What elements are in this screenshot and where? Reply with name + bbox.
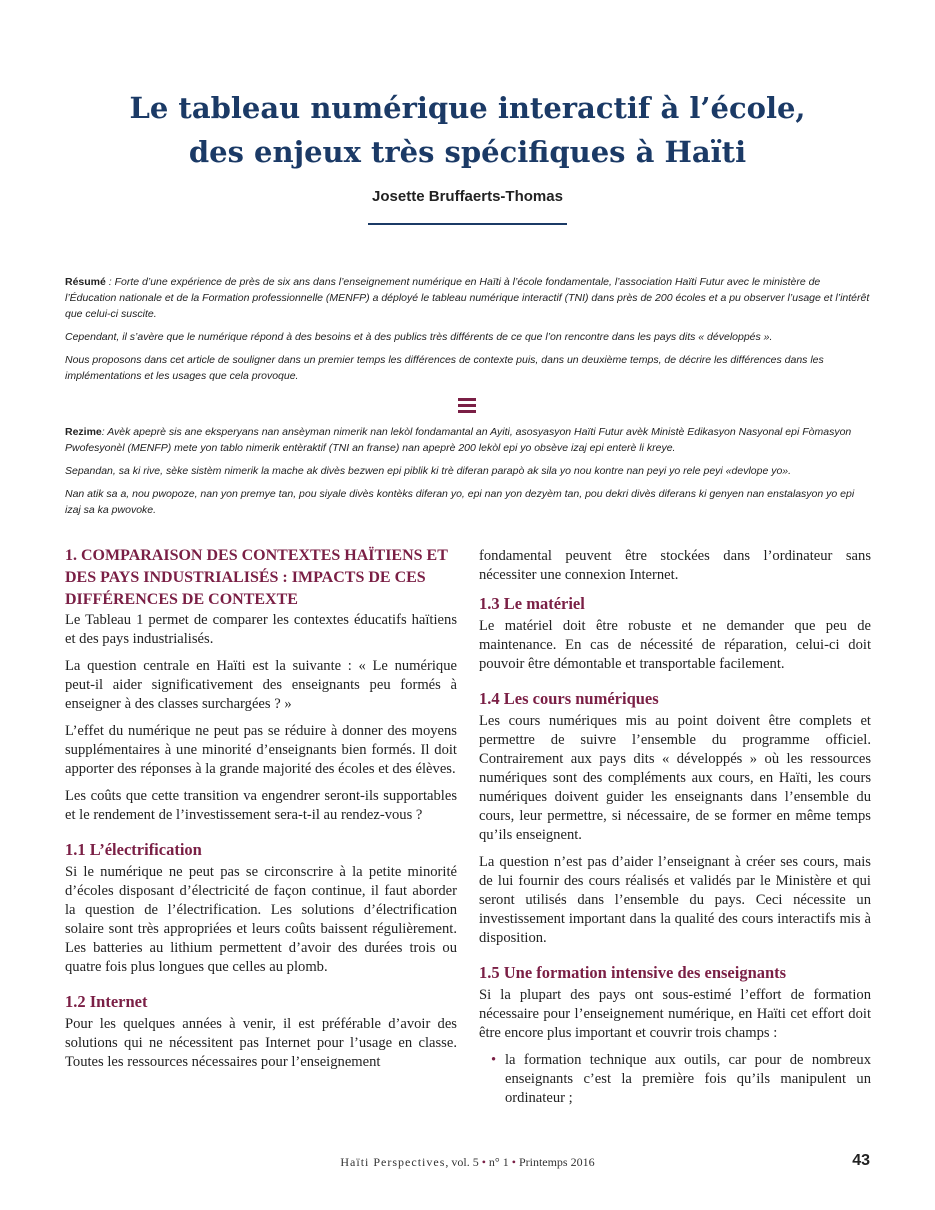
abstract-fr-paragraph-3: Nous proposons dans cet article de souligner dans un premier temps les différences de contexte puis, dans un deuxième temps, de décrire les différences dans les implémentations et les usages que cela provoque. [65,354,824,382]
subsection-heading-1-3: 1.3 Le matériel [479,594,585,613]
left-column [65,545,457,1080]
abstract-kr-paragraph-2: Sepandan, sa ki rive, sèke sistèm nimerik la mache ak divès bezwen epi piblik ki trè diferan parapò ak sila yo nou kontre nan peyi yo rele peyi «devlope yo». [65,465,792,477]
training-list [479,1051,871,1108]
left-paragraph-4: Les coûts que cette transition va engendrer seront-ils supportables et le rendement de l’investissement sera-t-il au rendez-vous ? [65,788,457,823]
author-divider [368,223,567,225]
abstract-fr-label: Résumé [65,276,106,288]
abstract-kr-paragraph-1 [65,424,870,456]
footer-dot-1: • [481,1155,486,1169]
right-paragraph-1: fondamental peuvent être stockées dans l’ordinateur sans nécessiter une connexion Internet. [479,548,871,583]
abstract-fr-paragraph-2: Cependant, il s’avère que le numérique répond à des besoins et à des publics très différents de ce que l’on rencontre dans les pays dits « développés ». [65,331,773,343]
page-footer [0,1155,935,1170]
bullet-icon: • [491,1052,497,1068]
article-title [60,86,875,174]
subsection-heading-1-5: 1.5 Une formation intensive des enseignants [479,963,787,982]
abstract-kr-text-1: : Avèk apeprè sis ane eksperyans nan ansèyman nimerik nan lekòl fondamantal an Ayiti, asosyasyon Haïti Futur avèk Ministè Edikasyon Nasyonal epi Fòmasyon Pwofesyonèl (MENFP) mete yon tablo nimerik entèraktif (TNI an franse) nan apeprè 200 lekòl epi yo obsève izaj epi enterè li kreye. [65,426,852,454]
subsection-heading-1-4: 1.4 Les cours numériques [479,689,659,708]
title-line-2: des enjeux très spécifiques à Haïti [188,135,747,169]
right-paragraph-4: La question n’est pas d’aider l’enseignant à créer ses cours, mais de lui fournir des cours réalisés et validés par le Ministère et qui seront utilisés dans l’ensemble du pays. Ceci nécessite un investissement important dans la qualité des cours interactifs mis à disposition. [479,854,871,946]
title-line-1: Le tableau numérique interactif à l’école, [129,91,806,125]
left-paragraph-2: La question centrale en Haïti est la suivante : « Le numérique peut-il aider significativement des enseignants peu formés à enseigner à des classes surchargées ? » [65,658,457,712]
section-separator-icon [458,398,476,414]
right-paragraph-5: Si la plupart des pays ont sous-estimé l’effort de formation nécessaire pour l’enseignement numérique, en Haïti cet effort doit être encore plus important et couvrir trois champs : [479,987,871,1041]
abstract-french [65,274,870,391]
left-paragraph-1: Le Tableau 1 permet de comparer les contextes éducatifs haïtiens et des pays industrialisés. [65,612,457,647]
left-paragraph-6: Pour les quelques années à venir, il est préférable d’avoir des solutions qui ne nécessitent pas Internet pour l’usage en classe. Toutes les ressources nécessaires pour l’enseignement [65,1016,457,1070]
journal-issue: n° 1 [485,1155,512,1169]
abstract-kr-label: Rezime [65,426,102,438]
left-paragraph-5: Si le numérique ne peut pas se circonscrire à la petite minorité d’écoles disposant d’électricité de façon continue, il faut aborder la question de l’électrification. Les solutions d’électrification solaire sont très appropriées et leurs coûts baissent régulièrement. Les batteries au lithium permettent d’avoir des durées trois ou quatre fois plus longues que celles au plomb. [65,864,457,975]
footer-dot-2: • [511,1155,516,1169]
list-item [491,1051,871,1108]
left-paragraph-3: L’effet du numérique ne peut pas se réduire à donner des moyens supplémentaires à une minorité d’enseignants bien formés. Il doit apporter des réponses à la grande majorité des écoles et des élèves. [65,723,457,777]
page-number: 43 [852,1152,870,1169]
abstract-fr-paragraph-1 [65,274,870,322]
list-item-text: la formation technique aux outils, car pour de nombreux enseignants c’est la première fois qu’ils manipulent un ordinateur ; [505,1052,871,1106]
subsection-heading-1-1: 1.1 L’électrification [65,840,202,859]
journal-name: Haïti Perspectives [340,1155,446,1169]
abstract-creole [65,424,870,525]
abstract-fr-text-1: : Forte d’une expérience de près de six ans dans l’enseignement numérique en Haïti à l’école fondamentale, l’association Haïti Futur avec le ministère de l’Éducation nationale et de la Formation professionnelle (MENFP) a déployé le tableau numérique interactif (TNI) dans près de 200 écoles et a pu observer l’usage et l’intérêt que celui-ci suscite. [65,276,870,320]
journal-season: Printemps 2016 [515,1155,595,1169]
right-paragraph-3: Les cours numériques mis au point doivent être complets et permettre de suivre l’ensemble du programme officiel. Contrairement aux pays dits « développés » où les ressources numériques sont des compléments aux cours, en Haïti, les cours numériques doivent guider les enseignants dans l’ensemble du cours, leur permettre, si nécessaire, de se former en même temps qu’ils enseignent. [479,713,871,843]
abstract-kr-paragraph-3: Nan atik sa a, nou pwopoze, nan yon premye tan, pou siyale divès kontèks diferan yo, epi nan yon dezyèm tan, pou dekri divès diferans ki genyen nan enstalasyon yo epi izaj sa ka pwovoke. [65,488,855,516]
right-paragraph-2: Le matériel doit être robuste et ne demander que peu de maintenance. En cas de nécessité de réparation, celui-ci doit pouvoir être démontable et transportable facilement. [479,618,871,672]
right-column [479,547,871,1108]
journal-volume: , vol. 5 [445,1155,482,1169]
author-name: Josette Bruffaerts-Thomas [372,188,563,205]
subsection-heading-1-2: 1.2 Internet [65,992,148,1011]
section-heading-1: 1. COMPARAISON DES CONTEXTES HAÏTIENS ET DES PAYS INDUSTRIALISÉS : IMPACTS DE CES DIFFÉRENCES DE CONTEXTE [65,547,448,608]
